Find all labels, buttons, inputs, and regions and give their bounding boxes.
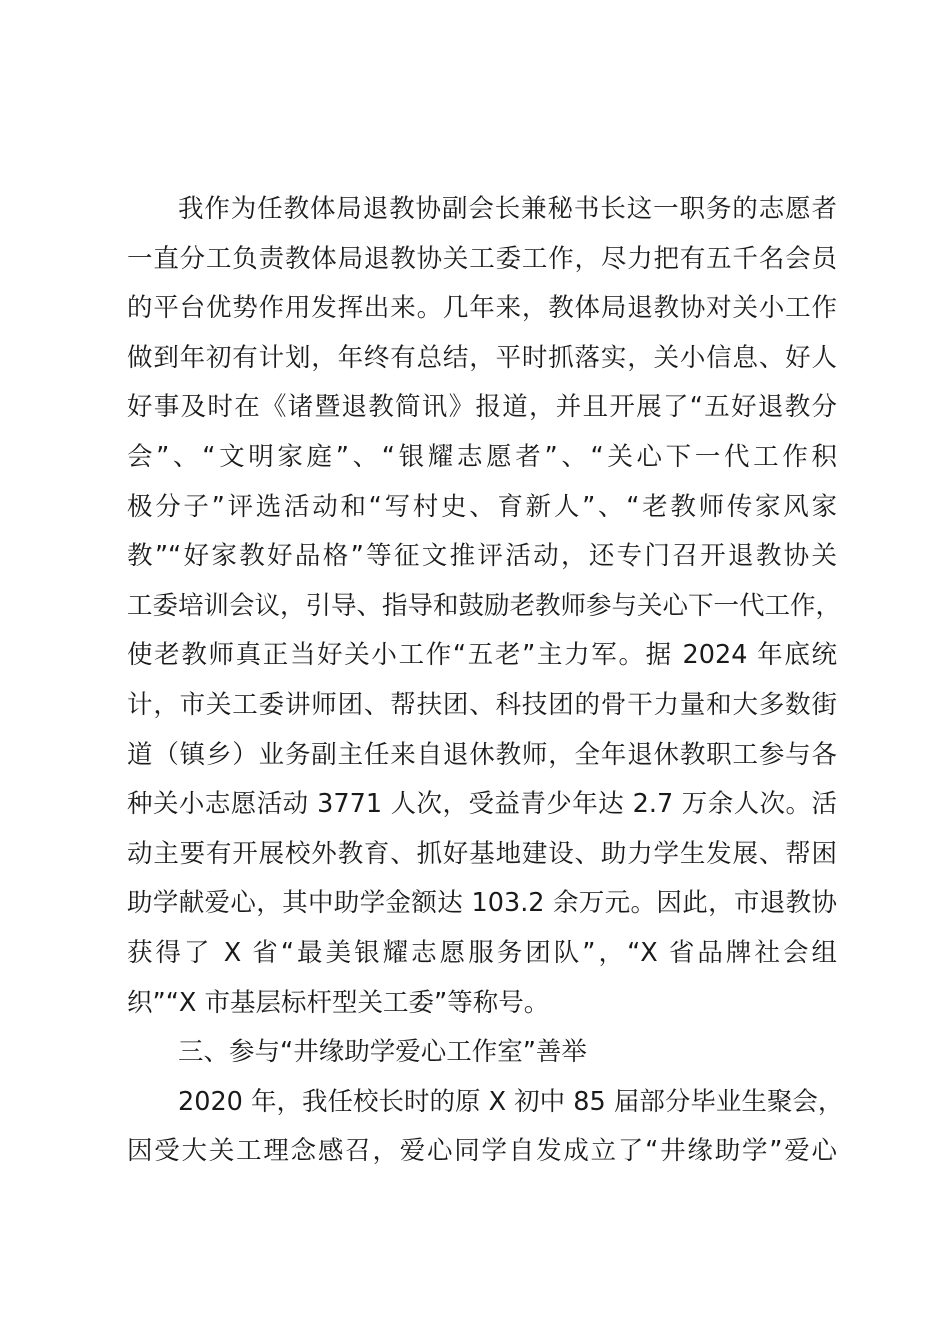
paragraph-line: 的平台优势作用发挥出来。几年来，教体局退教协对关小工作 [127,293,837,324]
paragraph-line: 我作为任教体局退教协副会长兼秘书长这一职务的志愿者 [178,194,837,224]
paragraph-line: 因受大关工理念感召，爱心同学自发成立了“井缘助学”爱心 [127,1136,837,1167]
paragraph-line: 种关小志愿活动 3771 人次，受益青少年达 2.7 万余人次。活 [127,789,837,820]
paragraph-line: 好事及时在《诸暨退教简讯》报道，并且开展了“五好退教分 [127,392,837,423]
paragraph-line: 做到年初有计划，年终有总结，平时抓落实，关小信息、好人 [127,342,837,373]
paragraph-line: 获得了 X 省“最美银耀志愿服务团队”，“X 省品牌社会组 [127,937,837,968]
paragraph-line: 计，市关工委讲师团、帮扶团、科技团的骨干力量和大多数街 [127,689,837,720]
paragraph-line: 极分子”评选活动和“写村史、育新人”、“老教师传家风家 [127,491,837,522]
paragraph-line: 工委培训会议，引导、指导和鼓励老教师参与关心下一代工作， [127,590,842,621]
paragraph-line: 2020 年，我任校长时的原 X 初中 85 届部分毕业生聚会， [178,1086,844,1117]
paragraph-line: 一直分工负责教体局退教协关工委工作，尽力把有五千名会员 [127,243,837,274]
paragraph-line: 使老教师真正当好关小工作“五老”主力军。据 2024 年底统 [127,640,837,671]
paragraph-line: 织”“X 市基层标杆型关工委”等称号。 [127,987,550,1018]
document-body [127,185,844,1177]
paragraph-line: 助学献爱心，其中助学金额达 103.2 余万元。因此，市退教协 [127,888,837,919]
section-heading: 三、参与“井缘助学爱心工作室”善举 [178,1037,587,1068]
paragraph-line: 道（镇乡）业务副主任来自退休教师，全年退休教职工参与各 [127,739,837,770]
paragraph-line: 会”、“文明家庭”、“银耀志愿者”、“关心下一代工作积 [127,441,837,472]
paragraph-line: 教”“好家教好品格”等征文推评活动，还专门召开退教协关 [127,541,837,572]
paragraph-line: 动主要有开展校外教育、抓好基地建设、助力学生发展、帮困 [127,838,837,869]
